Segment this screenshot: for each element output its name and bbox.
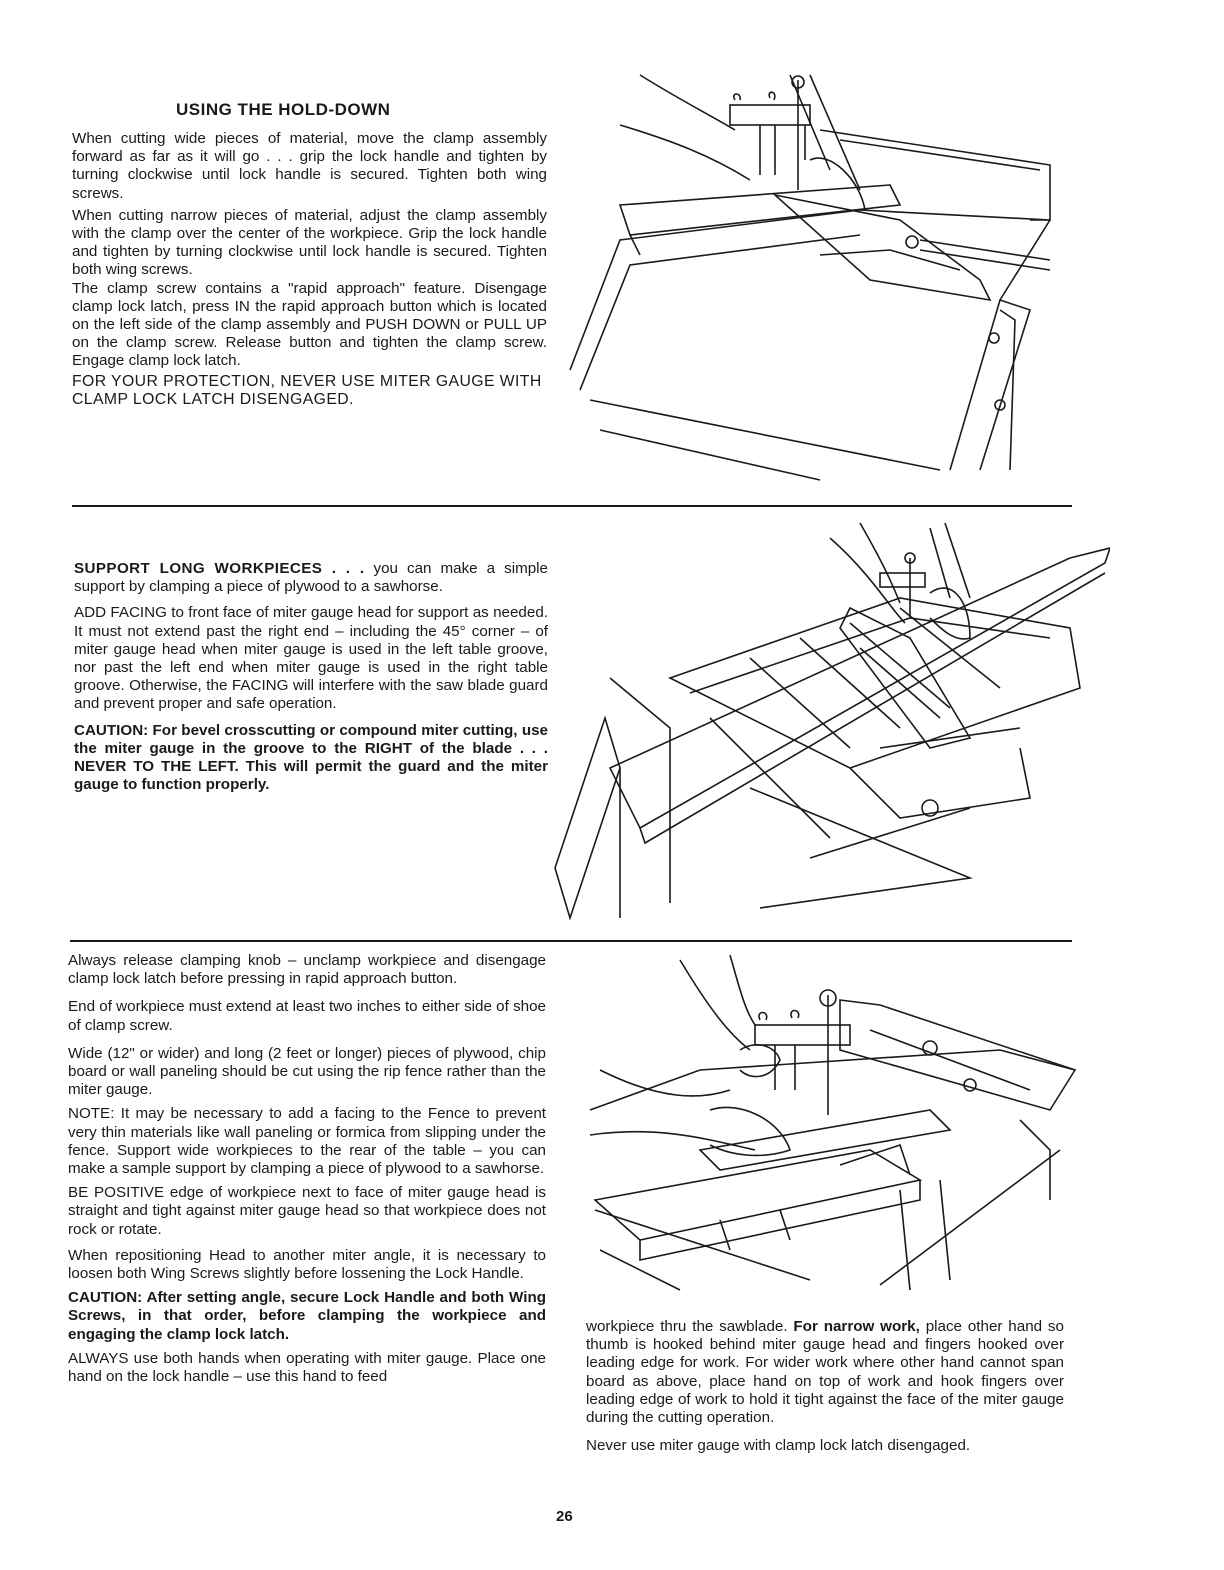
paragraph: ALWAYS use both hands when operating with miter gauge. Place one hand on the lock handle – use this hand to feed	[68, 1349, 546, 1386]
page-number: 26	[556, 1508, 573, 1525]
paragraph: ADD FACING to front face of miter gauge head for support as needed. It must not extend past the right end – including the 45° corner – of miter gauge head when miter gauge is used in the left table groove, nor past the left end when miter gauge is used in the right table groove. Otherwise, the FACING will interfere with the saw blade guard and prevent proper and safe operation.	[74, 604, 548, 713]
section2-text	[74, 560, 548, 800]
bold-lead: SUPPORT LONG WORKPIECES . . .	[74, 560, 365, 577]
paragraph	[74, 560, 548, 596]
illustration-hold-down-clamp	[560, 70, 1070, 490]
caution-paragraph: CAUTION: After setting angle, secure Lock Handle and both Wing Screws, in that order, before clamping the workpiece and engaging the clamp lock latch.	[68, 1289, 546, 1343]
caution-paragraph: CAUTION: For bevel crosscutting or compound miter cutting, use the miter gauge in the groove to the RIGHT of the blade . . . NEVER TO THE LEFT. This will permit the guard and the miter gauge to function properly.	[74, 721, 548, 794]
paragraph: When cutting wide pieces of material, move the clamp assembly forward as far as it will go . . . grip the lock handle and tighten by turning clockwise until lock handle is secured. Tighten both wing screws.	[72, 130, 547, 202]
paragraph-part: workpiece thru the sawblade.	[586, 1318, 794, 1335]
paragraph: Never use miter gauge with clamp lock latch disengaged.	[586, 1437, 971, 1455]
section-divider	[70, 940, 1072, 942]
section3-right-text	[586, 1318, 1064, 1461]
paragraph: End of workpiece must extend at least two inches to either side of shoe of clamp screw.	[68, 998, 546, 1034]
paragraph: When cutting narrow pieces of material, adjust the clamp assembly with the clamp over the center of the workpiece. Grip the lock handle and tighten by turning clockwise until lock handle is secured. Tighten both wing screws.	[72, 206, 547, 279]
illustration-long-workpiece-support	[550, 518, 1110, 920]
paragraph: When repositioning Head to another miter angle, it is necessary to loosen both Wing Screws slightly before lossening the Lock Handle.	[68, 1246, 546, 1283]
warning-paragraph: FOR YOUR PROTECTION, NEVER USE MITER GAUGE WITH CLAMP LOCK LATCH DISENGAGED.	[72, 372, 542, 408]
paragraph	[586, 1318, 1064, 1427]
paragraph: Wide (12" or wider) and long (2 feet or longer) pieces of plywood, chip board or wall paneling should be cut using the rip fence rather than the miter gauge.	[68, 1044, 546, 1099]
section-divider	[72, 505, 1072, 507]
paragraph-rest: you can make a simple support by clamping a piece of plywood to a sawhorse.	[74, 560, 549, 596]
section1-text	[72, 130, 547, 415]
section-heading-hold-down: USING THE HOLD-DOWN	[176, 100, 391, 119]
paragraph: The clamp screw contains a "rapid approach" feature. Disengage clamp lock latch, press IN the rapid approach button which is located on the left side of the clamp assembly and PUSH DOWN or PULL UP on the clamp screw. Release button and tighten the clamp screw. Engage clamp lock latch.	[72, 279, 547, 370]
illustration-hand-position	[580, 950, 1080, 1300]
note-paragraph: NOTE: It may be necessary to add a facing to the Fence to prevent very thin materials like wall paneling or formica from slipping under the fence. Support wide workpieces to the rear of the table – you can make a sample support by clamping a piece of plywood to a sawhorse.	[68, 1105, 546, 1178]
bold-phrase: For narrow work,	[793, 1318, 920, 1335]
paragraph: BE POSITIVE edge of workpiece next to face of miter gauge head is straight and tight against miter gauge head so that workpiece does not rock or rotate.	[68, 1184, 546, 1238]
paragraph: Always release clamping knob – unclamp workpiece and disengage clamp lock latch before pressing in rapid approach button.	[68, 952, 546, 988]
paragraph-part: place other hand so thumb is hooked behind miter gauge head and fingers hooked over leading edge for work. For wider work where other hand cannot span board as above, place hand on top of work and hook fingers over leading edge of work to hold it tight against the face of the miter gauge during the cutting operation.	[586, 1318, 1064, 1427]
section3-left-text	[68, 952, 546, 1392]
